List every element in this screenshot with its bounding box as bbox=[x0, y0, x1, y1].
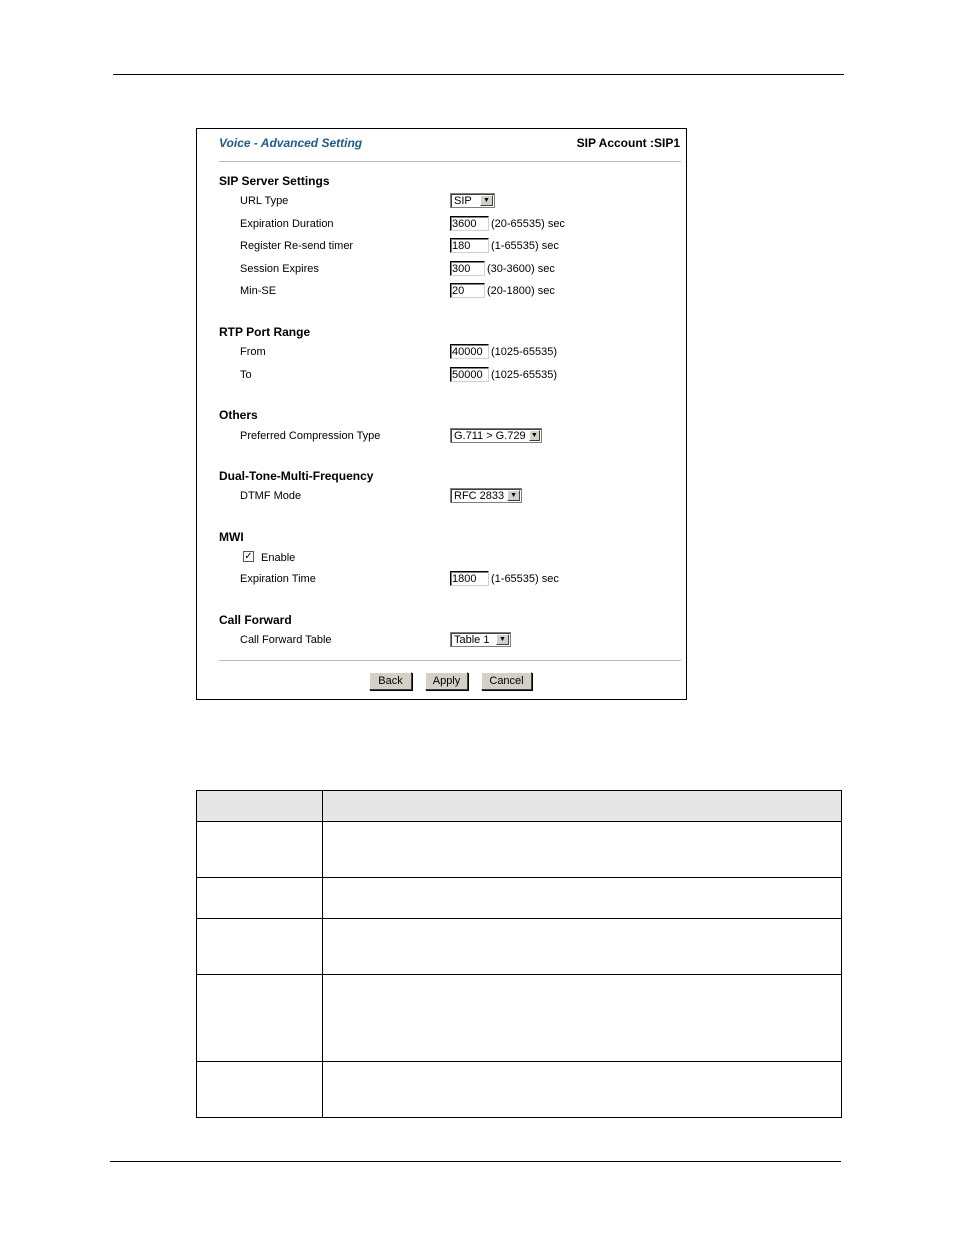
min-se-input[interactable] bbox=[450, 283, 485, 298]
chevron-down-icon[interactable]: ▼ bbox=[480, 195, 493, 206]
expiration-duration-label: Expiration Duration bbox=[240, 218, 334, 230]
table-cell bbox=[197, 1062, 323, 1118]
url-type-select[interactable] bbox=[450, 193, 495, 208]
table-cell bbox=[197, 975, 323, 1062]
compression-type-select[interactable] bbox=[450, 428, 542, 443]
chevron-down-icon[interactable]: ▼ bbox=[529, 430, 540, 441]
table-header-row bbox=[197, 791, 842, 822]
section-others: Others bbox=[219, 408, 258, 422]
sip-account-label: SIP Account :SIP1 bbox=[576, 136, 680, 150]
rtp-to-range: (1025-65535) bbox=[491, 368, 558, 381]
chevron-down-icon[interactable]: ▼ bbox=[507, 490, 520, 501]
table-row bbox=[197, 975, 842, 1062]
page-top-rule bbox=[113, 74, 844, 75]
table-header-cell bbox=[323, 791, 842, 822]
mwi-expiration-label: Expiration Time bbox=[240, 573, 316, 585]
section-call-forward: Call Forward bbox=[219, 613, 292, 627]
rtp-to-input[interactable] bbox=[450, 367, 489, 382]
table-cell bbox=[323, 822, 842, 878]
table-row bbox=[197, 919, 842, 975]
compression-type-value: G.711 > G.729 bbox=[454, 429, 526, 442]
back-button[interactable]: Back bbox=[369, 672, 412, 690]
call-forward-table-label: Call Forward Table bbox=[240, 634, 332, 646]
mwi-enable-label: Enable bbox=[261, 552, 296, 564]
expiration-duration-range: (20-65535) sec bbox=[491, 217, 565, 230]
section-rtp-port-range: RTP Port Range bbox=[219, 325, 311, 339]
mwi-expiration-range: (1-65535) sec bbox=[491, 572, 559, 585]
table-cell bbox=[323, 878, 842, 919]
min-se-range: (20-1800) sec bbox=[487, 284, 555, 297]
table-cell bbox=[323, 1062, 842, 1118]
table-cell bbox=[323, 975, 842, 1062]
expiration-duration-input[interactable] bbox=[450, 216, 489, 231]
call-forward-table-value: Table 1 bbox=[454, 633, 490, 646]
session-expires-input[interactable] bbox=[450, 261, 485, 276]
dtmf-mode-label: DTMF Mode bbox=[240, 490, 302, 502]
description-table bbox=[196, 790, 842, 1118]
dtmf-mode-select[interactable] bbox=[450, 488, 522, 503]
min-se-label: Min-SE bbox=[240, 285, 277, 297]
rtp-to-label: To bbox=[240, 369, 252, 381]
panel-title: Voice - Advanced Setting bbox=[219, 136, 363, 150]
table-cell bbox=[197, 822, 323, 878]
register-resend-label: Register Re-send timer bbox=[240, 240, 354, 252]
title-divider bbox=[219, 161, 681, 162]
section-mwi: MWI bbox=[219, 530, 244, 544]
rtp-from-input[interactable] bbox=[450, 344, 489, 359]
checkmark-icon: ✓ bbox=[244, 551, 253, 562]
dtmf-mode-value: RFC 2833 bbox=[454, 489, 505, 502]
rtp-from-label: From bbox=[240, 346, 266, 358]
mwi-expiration-input[interactable] bbox=[450, 571, 489, 586]
call-forward-table-select[interactable] bbox=[450, 632, 511, 647]
table-cell bbox=[197, 878, 323, 919]
advanced-setting-panel bbox=[196, 128, 687, 700]
cancel-button[interactable]: Cancel bbox=[481, 672, 532, 690]
register-resend-range: (1-65535) sec bbox=[491, 239, 559, 252]
apply-button[interactable]: Apply bbox=[425, 672, 468, 690]
table-cell bbox=[323, 919, 842, 975]
mwi-enable-checkbox[interactable] bbox=[243, 551, 254, 562]
section-sip-server: SIP Server Settings bbox=[219, 174, 330, 188]
rtp-from-range: (1025-65535) bbox=[491, 345, 558, 358]
register-resend-input[interactable] bbox=[450, 238, 489, 253]
url-type-label: URL Type bbox=[240, 195, 289, 207]
table-cell bbox=[197, 919, 323, 975]
buttons-divider bbox=[219, 660, 681, 661]
table-row bbox=[197, 878, 842, 919]
section-dtmf: Dual-Tone-Multi-Frequency bbox=[219, 469, 374, 483]
session-expires-range: (30-3600) sec bbox=[487, 262, 555, 275]
session-expires-label: Session Expires bbox=[240, 263, 319, 275]
chevron-down-icon[interactable]: ▼ bbox=[496, 634, 509, 645]
table-row bbox=[197, 822, 842, 878]
url-type-value: SIP bbox=[454, 194, 472, 207]
table-row bbox=[197, 1062, 842, 1118]
page-bottom-rule bbox=[110, 1161, 841, 1162]
table-header-cell bbox=[197, 791, 323, 822]
compression-type-label: Preferred Compression Type bbox=[240, 430, 381, 442]
